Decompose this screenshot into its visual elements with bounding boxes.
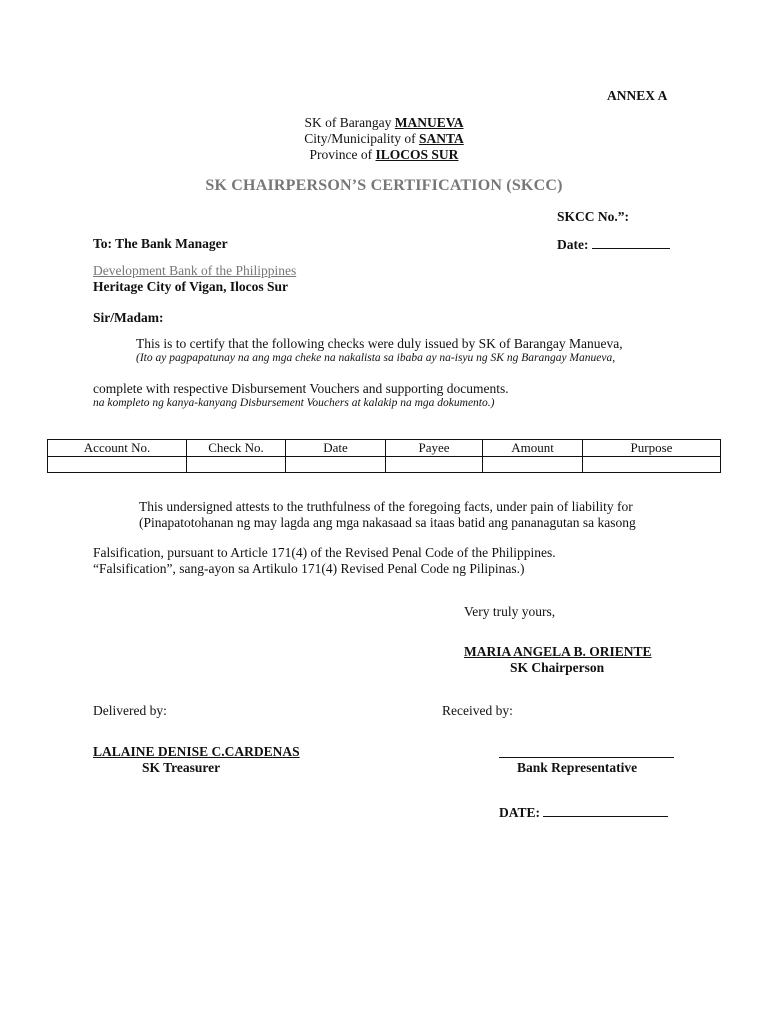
header-purpose: Purpose [583, 440, 721, 457]
header-payee: Payee [386, 440, 483, 457]
bottom-date-label: DATE: [499, 805, 541, 820]
chairperson-name: MARIA ANGELA B. ORIENTE [464, 644, 652, 659]
table-cell[interactable] [187, 457, 286, 473]
header-account-no: Account No. [48, 440, 187, 457]
city-prefix: City/Municipality of [304, 131, 419, 146]
table-cell[interactable] [48, 457, 187, 473]
vouchers-paragraph-tagalog: na kompleto ng kanya-kanyang Disbursement Vouchers at kalakip na mga dokumento.) [93, 397, 495, 409]
province-name: ILOCOS SUR [375, 147, 459, 162]
table-cell[interactable] [483, 457, 583, 473]
checks-table [47, 439, 721, 473]
province-line [234, 147, 534, 163]
chairperson-title: SK Chairperson [510, 660, 605, 675]
bank-address: Heritage City of Vigan, Ilocos Sur [93, 279, 288, 294]
table-cell[interactable] [386, 457, 483, 473]
header-date: Date [286, 440, 386, 457]
to-line: To: The Bank Manager [93, 236, 228, 251]
attestation-paragraph: This undersigned attests to the truthfulness of the foregoing facts, under pain of liability for [139, 499, 633, 514]
document-title: SK CHAIRPERSON’S CERTIFICATION (SKCC) [205, 177, 563, 194]
table-cell[interactable] [583, 457, 721, 473]
falsification-paragraph: Falsification, pursuant to Article 171(4) of the Revised Penal Code of the Philippines. [93, 545, 556, 560]
table-row [48, 457, 721, 473]
salutation: Sir/Madam: [93, 310, 164, 325]
table-header-row [48, 440, 721, 457]
date-blank-line [592, 236, 670, 249]
bottom-date-blank-line [543, 804, 668, 817]
barangay-name: MANUEVA [394, 115, 464, 130]
date-field [557, 236, 670, 253]
certify-paragraph-tagalog: (Ito ay pagpapatunay na ang mga cheke na nakalista sa ibaba ay na-isyu ng SK ng Barangay Manueva, [136, 352, 616, 364]
vouchers-paragraph: complete with respective Disbursement Vouchers and supporting documents. [93, 381, 509, 396]
barangay-line [234, 115, 534, 131]
falsification-paragraph-tagalog: “Falsification”, sang-ayon sa Artikulo 171(4) Revised Penal Code ng Pilipinas.) [93, 561, 525, 576]
received-by-label: Received by: [442, 703, 513, 718]
province-prefix: Province of [309, 147, 376, 162]
certify-paragraph: This is to certify that the following checks were duly issued by SK of Barangay Manueva, [136, 336, 623, 351]
bank-representative-label: Bank Representative [517, 760, 638, 775]
treasurer-title: SK Treasurer [142, 760, 221, 775]
table-cell[interactable] [286, 457, 386, 473]
attestation-paragraph-tagalog: (Pinapatotohanan ng may lagda ang mga nakasaad sa itaas batid ang pananagutan sa kasong [139, 515, 636, 530]
annex-label: ANNEX A [607, 88, 668, 103]
city-line [234, 131, 534, 147]
skcc-number-label: SKCC No.”: [557, 209, 630, 224]
treasurer-name: LALAINE DENISE C.CARDENAS [93, 744, 300, 759]
barangay-prefix: SK of Barangay [304, 115, 395, 130]
date-label: Date: [557, 237, 589, 252]
closing: Very truly yours, [464, 604, 556, 619]
bank-rep-signature-line [499, 757, 674, 758]
bottom-date-field [499, 804, 668, 821]
header-amount: Amount [483, 440, 583, 457]
header-check-no: Check No. [187, 440, 286, 457]
city-name: SANTA [418, 131, 464, 146]
delivered-by-label: Delivered by: [93, 703, 167, 718]
bank-name: Development Bank of the Philippines [93, 263, 297, 278]
header-block [234, 115, 534, 163]
